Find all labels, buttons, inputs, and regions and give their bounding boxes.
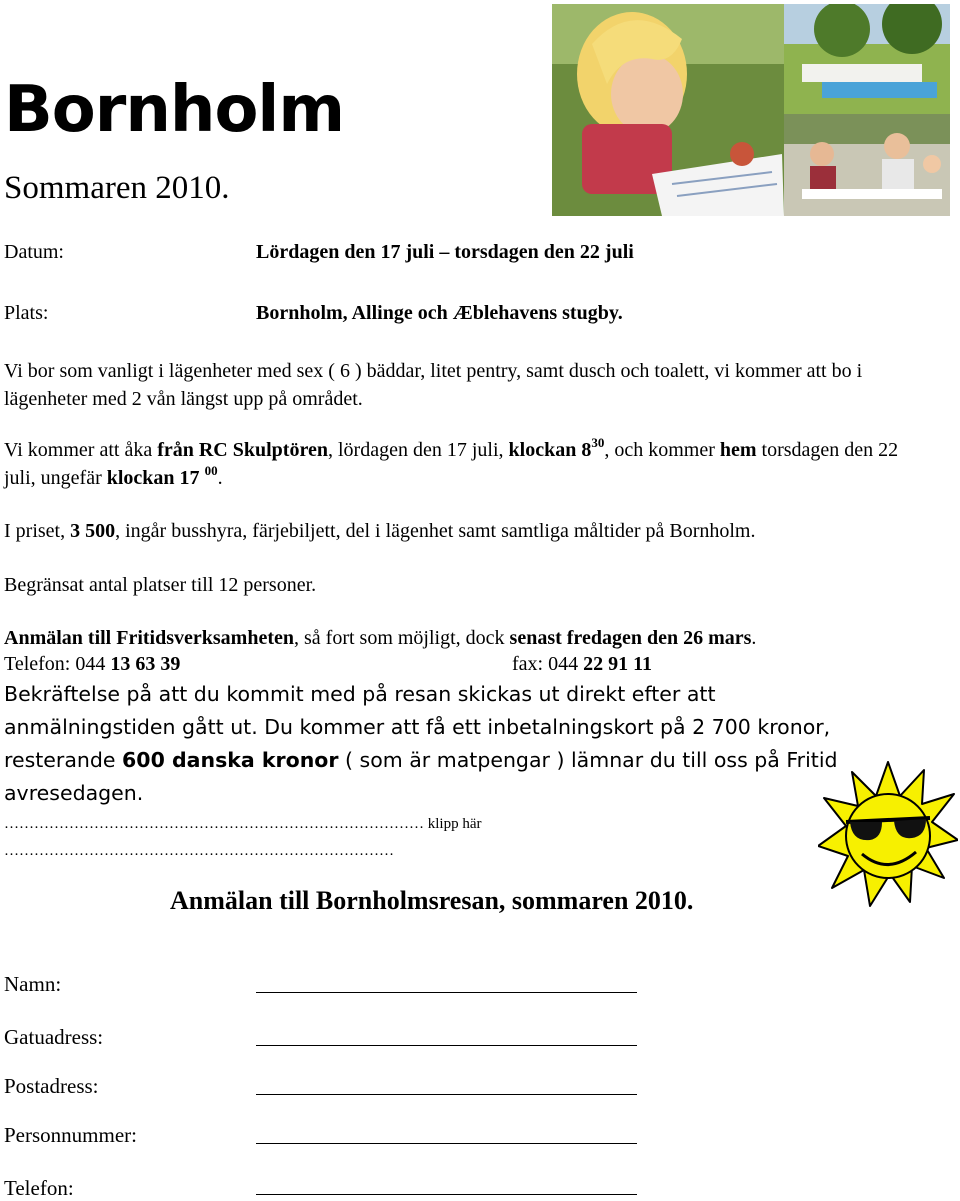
phone-line: Telefon: 044 13 63 39 [4,653,181,675]
paragraph-confirmation: Bekräftelse på att du kommit med på resan skickas ut direkt efter att anmälningstiden gått ut. Du kommer att få ett inbetalningskort på 2 700 kronor, resterande 600 danska kronor ( som är matpengar ) lämnar du till oss på Fritid avresedagen. [4,682,838,805]
form-title: Anmälan till Bornholmsresan, sommaren 2010. [170,886,694,915]
street-address-label: Gatuadress: [4,1025,104,1049]
personal-number-field[interactable] [256,1143,637,1144]
paragraph-departure: Vi kommer att åka från RC Skulptören, lördagen den 17 juli, klockan $8^{30}$, och kommer hem torsdagen den 22 juli, ungefär klockan 17 $^{00}$. [4,435,899,489]
street-address-field[interactable] [256,1045,637,1046]
cut-line: ………………………………………………………………………… klipp här [4,816,482,832]
postal-address-label: Postadress: [4,1074,99,1098]
paragraph-accommodation: Vi bor som vanligt i lägenheter med sex ( 6 ) bäddar, litet pentry, samt dusch och toalett, vi kommer att bo i lägenheter med 2 vån längst upp på området. [4,360,863,410]
postal-address-field[interactable] [256,1094,637,1095]
cut-line-second: …………………………………………………………………… [4,843,394,859]
date-label: Datum: [4,241,64,263]
personal-number-label: Personnummer: [4,1123,137,1147]
place-value: Bornholm, Allinge och Æblehavens stugby. [256,302,623,324]
photo-collage [552,4,950,216]
date-value: Lördagen den 17 juli – torsdagen den 22 juli [256,241,634,263]
cut-label: klipp här [427,816,482,832]
name-field[interactable] [256,992,637,993]
phone-field[interactable] [256,1194,637,1195]
page-subtitle: Sommaren 2010. [4,170,230,206]
page-title: Bornholm [4,73,345,147]
name-label: Namn: [4,972,62,996]
fax-line: fax: 044 22 91 11 [512,653,652,675]
paragraph-price: I priset, 3 500, ingår busshyra, färjebiljett, del i lägenhet samt samtliga måltider på Bornholm. [4,520,756,542]
place-label: Plats: [4,302,49,324]
paragraph-registration: Anmälan till Fritidsverksamheten, så fort som möjligt, dock senast fredagen den 26 mars. [4,627,757,649]
paragraph-limit: Begränsat antal platser till 12 personer. [4,574,317,596]
sun-with-sunglasses-icon [818,760,958,910]
phone-label: Telefon: [4,1176,74,1200]
